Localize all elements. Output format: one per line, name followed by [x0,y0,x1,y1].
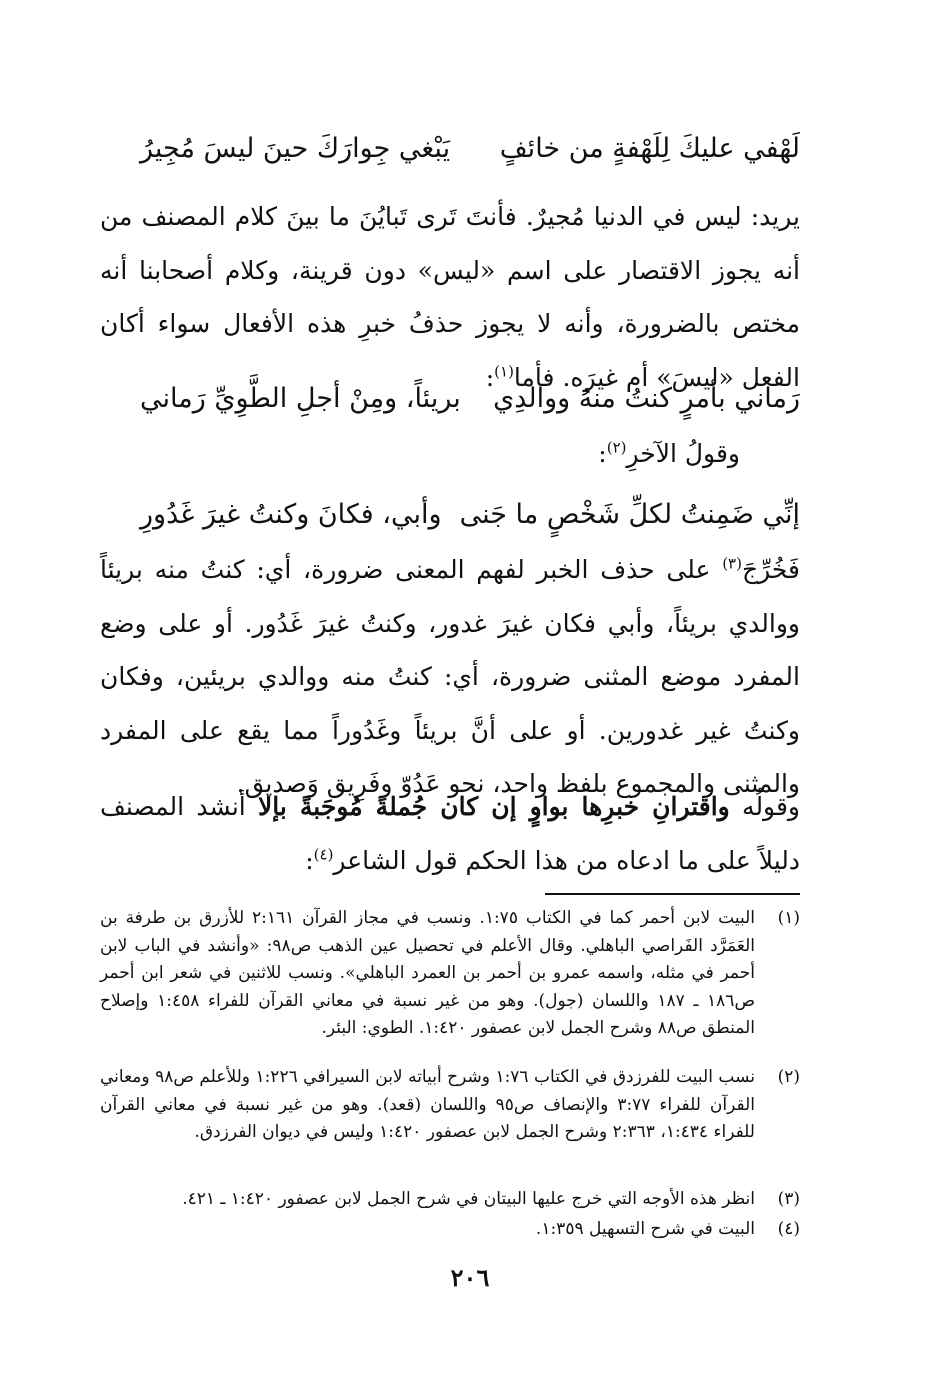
footnote-3-text: انظر هذه الأوجه التي خرج عليها البيتان في شرح الجمل لابن عصفور ١:٤٢٠ ـ ٤٢١. [182,1189,755,1209]
footnote-ref-1: (١) [494,362,514,381]
page-number: ٢٠٦ [450,1263,490,1292]
other-poet-line [598,434,740,474]
verse-2 [140,374,800,424]
verse-3-second-hemistich: وأبي، فكانَ وكنتُ غيرَ غَدُورِ [140,499,442,530]
footnote-3 [100,1186,800,1214]
paragraph-2-text: على حذف الخبر لفهم المعنى ضرورة، أي: كنتُ منه بريئاً ووالدي بريئاً، وأبي فكان غيرَ غدور، وكنتُ غيرَ غَدُور. أو على وضع المفرد موضع المثنى ضرورة، أي: كنتُ منه ووالدي بريئين، وفكان وكنتُ غير غدورين. أو على أنَّ بريئاً وغَدُوراً مما يقع على المفرد والمثنى والمجموع بلفظ واحد، نحو عَدُوّ وفَرِيق وَصديق. [100,555,800,798]
verse-2-first-hemistich: رَماني بأمرٍ كنتُ منهُ ووالدِي [493,383,800,414]
verse-1-first-hemistich: لَهْفي عليكَ لِلَهْفةٍ من خائفٍ [499,133,800,164]
paragraph-3-quoted-phrase: واقترانِ خبرِها بواوٍ إن كان جُملةً مُوجَبةً بإلا [258,792,730,821]
paragraph-1 [100,190,800,404]
footnote-1 [100,905,800,1043]
footnote-3-number: (٣) [777,1189,800,1209]
paragraph-1-text: يريد: ليس في الدنيا مُجيرٌ. فأنتَ تَرى تَبايُنَ ما بينَ كلام المصنف من أنه يجوز الاقتصار على اسم «ليس» دون قرينة، وكلام أصحابنا أنه مختص بالضرورة، وأنه لا يجوز حذفُ خبرِ هذه الأفعال سواء أكان الفعل «ليسَ» أم غيرَه. فأما [100,202,800,392]
paragraph-1-end: : [485,362,495,392]
footnote-1-text: البيت لابن أحمر كما في الكتاب ١:٧٥. ونسب في مجاز القرآن ٢:١٦١ للأزرق بن طرفة بن العَمَرَّد الفَراصي الباهلي. وقال الأعلم في تحصيل عين الذهب ص٩٨: «وأنشد في الباب لابن أحمر في مثله، واسمه عمرو بن أحمر بن العمرد الباهلي». ونسب للاثنين في شعر ابن أحمر ص١٨٦ ـ ١٨٧ واللسان (جول). وهو من غير نسبة في معاني القرآن للفراء ١:٤٥٨ وإصلاح المنطق ص٨٨ وشرح الجمل لابن عصفور ١:٤٢٠. الطوي: البئر. [100,908,755,1038]
footnote-ref-2: (٢) [606,438,627,457]
footnote-2-text: نسب البيت للفرزدق في الكتاب ١:٧٦ وشرح أبياته لابن السيرافي ١:٢٢٦ وللأعلم ص٩٨ ومعاني القرآن للفراء ٣:٧٧ والإنصاف ص٩٥ واللسان (قعد). وهو من غير نسبة في معاني القرآن للفراء ١:٤٣٤، ٢:٣٦٣ وشرح الجمل لابن عصفور ١:٤٢٠ وليس في ديوان الفرزدق. [100,1067,755,1142]
footnote-4 [100,1216,800,1244]
footnote-separator [545,893,800,895]
paragraph-3-text: أنشد المصنف دليلاً على ما ادعاه من هذا الحكم قول الشاعر [100,792,800,875]
paragraph-2-start: فَخُرِّجَ [741,555,800,584]
footnote-ref-3: (٣) [722,554,742,573]
other-poet-text: وقولُ الآخرِ [626,439,740,468]
other-poet-end: : [598,439,607,468]
verse-3 [140,490,800,540]
paragraph-3-lead: وقولُه [729,792,800,821]
paragraph-2 [100,543,800,811]
footnote-4-text: البيت في شرح التسهيل ١:٣٥٩. [535,1219,755,1239]
paragraph-3 [100,780,800,887]
verse-1-second-hemistich: يَبْغي جِوارَكَ حينَ ليسَ مُجِيرُ [140,133,451,164]
footnote-2-number: (٢) [777,1067,800,1087]
verse-1 [140,124,800,174]
verse-3-first-hemistich: إنِّي ضَمِنتُ لكلِّ شَخْصٍ ما جَنى [459,499,800,530]
footnote-2 [100,1064,800,1147]
footnote-ref-4: (٤) [313,845,334,864]
paragraph-3-end: : [305,845,314,875]
footnote-4-number: (٤) [777,1219,800,1239]
footnote-1-number: (١) [777,908,800,928]
verse-2-second-hemistich: بريئاً، ومِنْ أجلِ الطَّوِيِّ رَماني [140,383,461,414]
